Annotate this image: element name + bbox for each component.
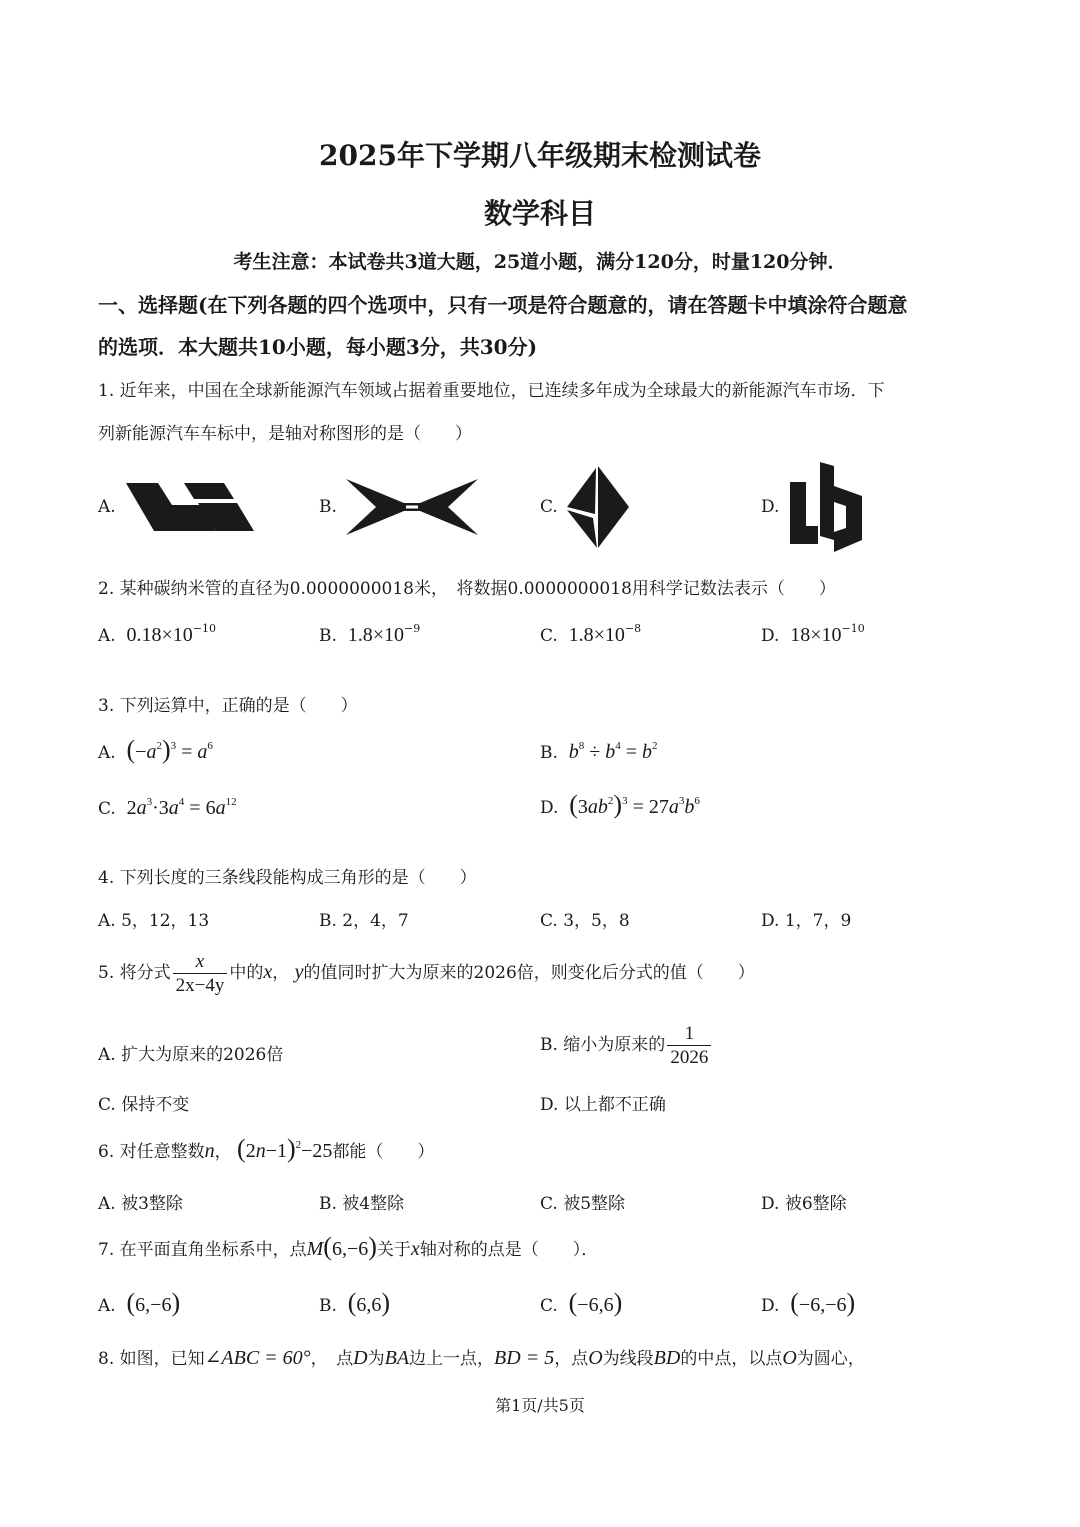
q2-option-c: C. $1.8\times 10^{-8}$ [540,622,642,646]
q1-stem-line1: 1. 近年来，中国在全球新能源汽车领域占据着重要地位，已连续多年成为全球最大的新能源汽车市场．下 [98,381,885,401]
q1-option-d-label: D. [761,497,780,517]
page-title: 2025年下学期八年级期末检测试卷 [319,139,761,172]
q2-option-d: D. $18\times 10^{-10}$ [761,622,865,646]
avatr-logo-icon [565,464,631,550]
q2-option-a: A. $0.18\times 10^{-10}$ [98,622,216,646]
q2-stem: 2. 某种碳纳米管的直径为0.0000000018米， 将数据0.0000000018用科学记数法表示（ ） [98,579,836,599]
q5-option-c: C. 保持不变 [98,1095,190,1115]
q3-option-a: A. $(-a^2)^3 = a^6$ [98,735,213,764]
q2-option-b: B. $1.8\times 10^{-9}$ [319,622,421,646]
q7-option-b: B. (6,6) [319,1288,391,1317]
xpeng-logo-icon [344,477,480,537]
q7-option-a: A. (6,−6) [98,1288,181,1317]
q3-option-c: C. $2a^3\cdot 3a^4 = 6a^{12}$ [98,796,237,819]
q6-option-b: B. 被4整除 [319,1194,405,1214]
q7-stem: 7. 在平面直角坐标系中，点M(6,−6)关于x轴对称的点是（ ）． [98,1232,599,1261]
q6-option-d: D. 被6整除 [761,1194,847,1214]
lynkco-logo-icon [788,460,866,554]
q4-option-b: B. 2，4，7 [319,911,409,931]
q3-stem: 3. 下列运算中，正确的是（ ） [98,696,358,716]
q1-option-c-label: C. [540,497,558,517]
q5-option-d: D. 以上都不正确 [540,1095,666,1115]
q4-option-c: C. 3，5，8 [540,911,630,931]
q5-option-a: A. 扩大为原来的2026倍 [98,1045,284,1065]
q4-option-d: D. 1，7，9 [761,911,852,931]
q1-option-a-label: A. [98,497,116,517]
q6-option-a: A. 被3整除 [98,1194,183,1214]
q3-option-d: D. $(3ab^2)^3 = 27a^3b^6$ [540,790,700,819]
page-subtitle: 数学科目 [483,197,596,230]
q1-stem-line2: 列新能源汽车车标中，是轴对称图形的是（ ） [98,424,472,444]
q7-option-d: D. (−6,−6) [761,1288,856,1317]
q4-option-a: A. 5，12，13 [98,911,210,931]
q4-stem: 4. 下列长度的三条线段能构成三角形的是（ ） [98,868,477,888]
q8-stem: 8. 如图，已知∠ABC = 60°， 点D为BA边上一点，BD = 5，点O为线段BD的中点，以点O为圆心， [98,1347,865,1369]
q5-fraction: $\frac{x}{2x-4y}$ [173,952,228,995]
li-auto-logo-icon [124,481,256,533]
q5-stem: 5. 将分式 $\frac{x}{2x-4y}$ 中的x， y的值同时扩大为原来的2026倍，则变化后分式的值（ ） [98,951,755,996]
section-header-line1: 一、选择题(在下列各题的四个选项中，只有一项是符合题意的，请在答题卡中填涂符合题意 [98,293,908,317]
q3-option-b: B. $b^8 \div b^4 = b^2$ [540,740,658,763]
q6-stem: 6. 对任意整数n， $(2n-1)^2-25$都能（ ） [98,1134,435,1163]
q5-option-b: B. 缩小为原来的 $\frac{1}{2026}$ [540,1024,713,1067]
exam-notice: 考生注意：本试卷共3道大题，25道小题，满分120分，时量120分钟． [233,251,847,273]
q7-option-c: C. (−6,6) [540,1288,623,1317]
page-footer: 第1页/共5页 [495,1396,585,1415]
q1-option-b-label: B. [319,497,337,517]
q6-option-c: C. 被5整除 [540,1194,626,1214]
section-header-line2: 的选项．本大题共10小题，每小题3分，共30分) [98,335,538,359]
